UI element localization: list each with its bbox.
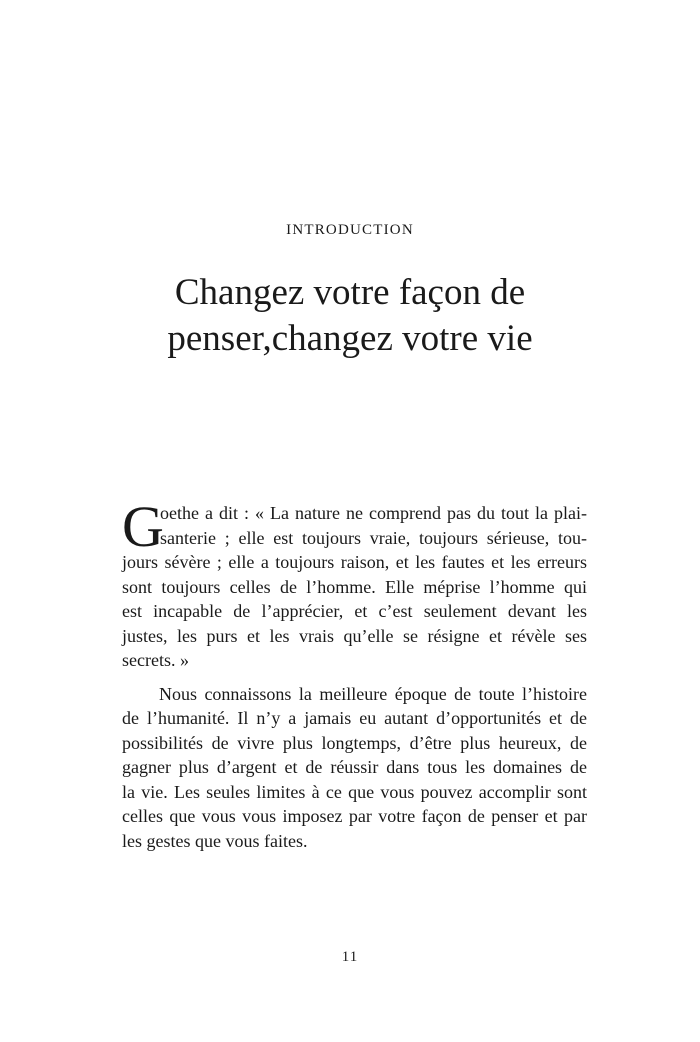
section-kicker: INTRODUCTION <box>286 222 414 238</box>
paragraph-spacer <box>122 673 587 682</box>
paragraph-2 <box>122 682 587 854</box>
drop-cap: G <box>122 494 164 559</box>
text-line: Nous connaissons la meilleure époque de toute l’histoire <box>159 683 587 704</box>
text-line: celles que vous vous imposez par votre façon de penser et par <box>122 806 587 826</box>
paragraph-1 <box>122 494 587 673</box>
text-line: les gestes que vous faites. <box>122 830 308 851</box>
chapter-title <box>0 270 700 362</box>
text-line: possibilités de vivre plus longtemps, d’être plus heureux, de <box>122 732 587 753</box>
text-line: est incapable de l’apprécier, et c’est seulement devant les <box>122 601 587 621</box>
chapter-title-line: penser,changez votre vie <box>167 318 533 359</box>
text-line: justes, les purs et les vrais qu’elle se résigne et révèle ses <box>122 625 587 646</box>
text-line: de l’humanité. Il n’y a jamais eu autant d’opportunités et de <box>122 708 587 728</box>
text-line: jours sévère ; elle a toujours raison, et les fautes et les erreurs <box>122 552 587 572</box>
text-line: santerie ; elle est toujours vraie, toujours sérieuse, tou- <box>160 527 587 548</box>
page-number: 11 <box>341 949 359 965</box>
text-line: gagner plus d’argent et de réussir dans tous les domaines de <box>122 757 587 777</box>
text-line: la vie. Les seules limites à ce que vous pouvez accomplir sont <box>122 781 587 802</box>
text-line: sont toujours celles de l’homme. Elle méprise l’homme qui <box>122 576 587 597</box>
chapter-title-line: Changez votre façon de <box>174 272 526 313</box>
body-text <box>122 494 587 853</box>
text-line: oethe a dit : « La nature ne comprend pas du tout la plai- <box>160 503 587 523</box>
text-line: secrets. » <box>122 650 189 670</box>
